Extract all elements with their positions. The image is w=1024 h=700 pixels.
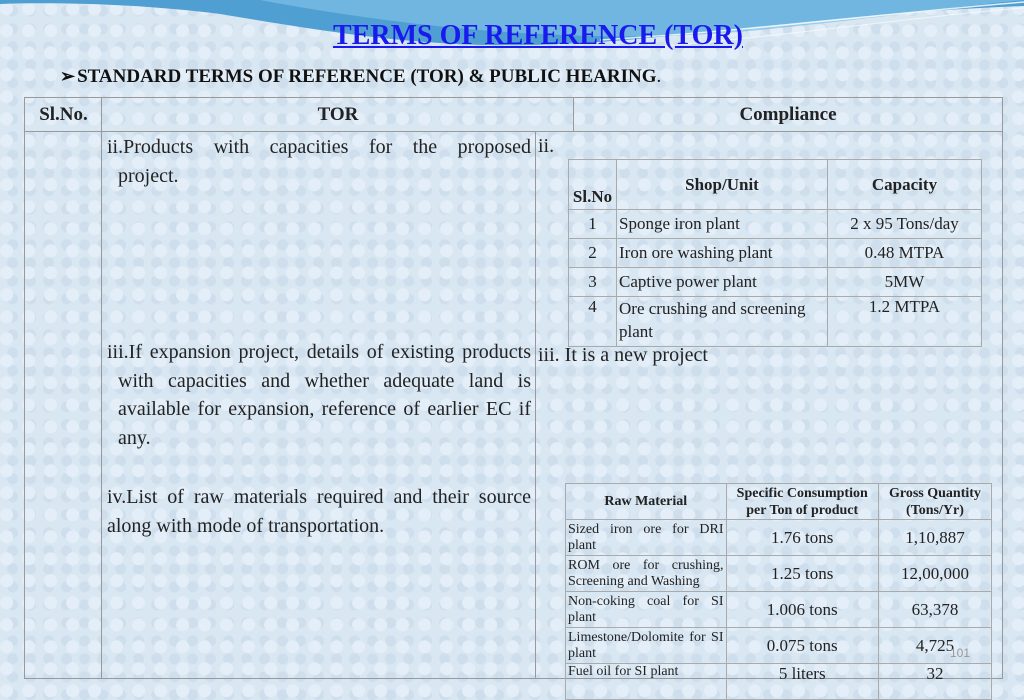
cell-gross: 32	[878, 664, 991, 700]
raw-header-gross: Gross Quantity (Tons/Yr)	[878, 484, 991, 520]
page-number: 101	[950, 646, 971, 660]
table-row	[569, 268, 982, 297]
section-subtitle	[60, 66, 661, 88]
cell-unit: Iron ore washing plant	[617, 239, 828, 268]
cell-unit: Ore crushing and screening plant	[617, 297, 828, 347]
cell-capacity: 1.2 MTPA	[828, 297, 982, 347]
table-row	[566, 592, 992, 628]
cell-no: 1	[569, 210, 617, 239]
cell-specific: 1.76 tons	[726, 520, 878, 556]
compliance-ii-label: ii.	[538, 135, 555, 157]
cell-capacity: 2 x 95 Tons/day	[828, 210, 982, 239]
cell-specific: 1.25 tons	[726, 556, 878, 592]
cell-no: 4	[569, 297, 617, 347]
arrow-bullet-icon: ➢	[60, 66, 76, 86]
cell-material: ROM ore for crushing, Screening and Washing	[566, 556, 727, 592]
tor-item-iii: iii.If expansion project, details of existing products with capacities and whether adequate land is available for expansion, reference of earlier EC if any.	[107, 341, 531, 449]
cell-no: 3	[569, 268, 617, 297]
tor-item-iv: iv.List of raw materials required and their source along with mode of transportation.	[107, 486, 531, 537]
subtitle-text: STANDARD TERMS OF REFERENCE (TOR) & PUBLIC HEARING	[77, 66, 657, 87]
cell-specific: 1.006 tons	[726, 592, 878, 628]
column-divider	[535, 131, 536, 678]
table-row	[569, 239, 982, 268]
tor-item-ii-line2: project.	[118, 164, 179, 187]
capacity-header-unit: Shop/Unit	[617, 160, 828, 210]
cell-specific: 0.075 tons	[726, 628, 878, 664]
raw-header-material: Raw Material	[566, 484, 727, 520]
table-row	[566, 664, 992, 700]
cell-material: Sized iron ore for DRI plant	[566, 520, 727, 556]
compliance-iii-text: iii. It is a new project	[538, 344, 708, 366]
column-divider	[573, 98, 574, 131]
header-slno: Sl.No.	[25, 98, 102, 132]
cell-capacity: 5MW	[828, 268, 982, 297]
cell-gross: 1,10,887	[878, 520, 991, 556]
table-row	[569, 297, 982, 347]
column-divider	[101, 98, 102, 678]
cell-capacity: 0.48 MTPA	[828, 239, 982, 268]
raw-header-specific: Specific Consumption per Ton of product	[726, 484, 878, 520]
cell-material: Non-coking coal for SI plant	[566, 592, 727, 628]
table-row	[566, 556, 992, 592]
table-row	[566, 628, 992, 664]
cell-material: Fuel oil for SI plant	[566, 664, 727, 700]
capacity-table	[568, 159, 982, 347]
table-row	[569, 210, 982, 239]
cell-no: 2	[569, 239, 617, 268]
capacity-header-capacity: Capacity	[828, 160, 982, 210]
cell-gross: 63,378	[878, 592, 991, 628]
tor-item-ii	[107, 133, 531, 190]
cell-gross: 4,725	[878, 628, 991, 664]
cell-material: Limestone/Dolomite for SI plant	[566, 628, 727, 664]
capacity-header-slno: Sl.No	[569, 160, 617, 210]
raw-material-table	[565, 483, 992, 700]
subtitle-period: .	[656, 66, 662, 87]
cell-unit: Sponge iron plant	[617, 210, 828, 239]
header-compliance: Compliance	[574, 98, 1002, 132]
tor-item-ii-line1: ii.Products with capacities for the proposed	[107, 136, 531, 158]
cell-unit: Captive power plant	[617, 268, 828, 297]
header-tor: TOR	[102, 98, 574, 132]
cell-specific: 5 liters	[726, 664, 878, 700]
page-title: TERMS OF REFERENCE (TOR)	[333, 20, 743, 51]
table-row	[566, 520, 992, 556]
cell-gross: 12,00,000	[878, 556, 991, 592]
